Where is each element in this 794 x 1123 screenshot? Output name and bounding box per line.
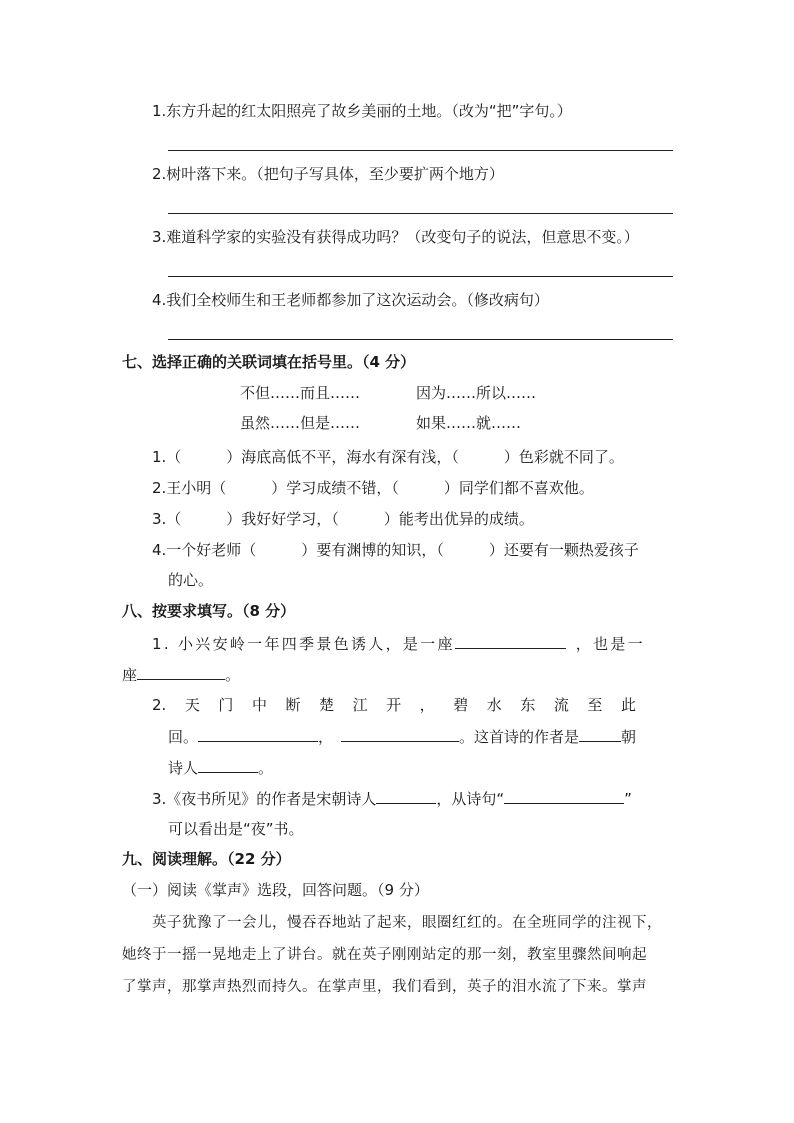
answer-line-6-4[interactable] [168,339,673,340]
answer-line-6-1[interactable] [168,150,673,151]
poem-char: ， [419,696,435,714]
question-8-2-text: 回。 [168,728,199,746]
fill-blank[interactable] [198,726,318,742]
question-6-1: 1.东方升起的红太阳照亮了故乡美丽的土地。（改为“把”字句。） [152,102,572,120]
question-8-1-text: 座 [122,666,138,684]
poem-char: 至 [587,696,603,714]
answer-line-6-3[interactable] [168,276,673,277]
question-8-3-text: 3.《夜书所见》的作者是宋朝诗人 [152,790,377,808]
question-8-3-text: ，从诗句“ [436,790,505,808]
fill-blank[interactable] [198,757,258,773]
question-7-1[interactable]: 1.（ ）海底高低不平，海水有深有浅，（ ）色彩就不同了。 [152,448,624,466]
conjunction-option: 因为……所以…… [416,384,537,402]
passage-line: 她终于一摇一晃地走上了讲台。就在英子刚刚站定的那一刻，教室里骤然间响起 [122,947,647,963]
fill-blank[interactable] [137,664,225,680]
question-8-2-text: ， [318,728,334,746]
section-8-title: 八、按要求填写。（8 分） [122,602,296,620]
fill-blank[interactable] [579,726,621,742]
poem-char: 东 [520,696,536,714]
section-9-title: 九、阅读理解。（22 分） [122,850,291,868]
question-8-1-text: 1. 小兴安岭一年四季景色诱人，是一座 [152,635,455,653]
question-8-1-text: 。 [225,666,241,684]
conjunction-option: 不但……而且…… [240,384,361,402]
question-8-1 [152,633,645,654]
fill-blank[interactable] [455,633,566,649]
question-8-3-continued: 可以看出是“夜”书。 [168,820,304,838]
conjunction-option: 如果……就…… [416,414,522,432]
question-8-1-continued [122,664,240,685]
question-8-2-line3 [168,757,273,778]
poem-char: 门 [218,696,234,714]
fill-blank[interactable] [341,726,459,742]
question-8-2-text: 。这首诗的作者是 [459,728,580,746]
passage-line: 了掌声，那掌声热烈而持久。在掌声里，我们看到，英子的泪水流了下来。掌声 [122,979,647,995]
poem-char: 断 [285,696,301,714]
poem-char: 碧 [453,696,469,714]
poem-char: 2. [152,696,167,714]
question-6-3: 3.难道科学家的实验没有获得成功吗？（改变句子的说法，但意思不变。） [152,228,639,246]
poem-char: 流 [553,696,569,714]
conjunction-option: 虽然……但是…… [240,414,361,432]
question-8-2-line1 [152,695,636,715]
question-8-2-text: 朝 [621,728,637,746]
poem-char: 楚 [319,696,335,714]
question-8-3 [152,788,632,809]
fill-blank[interactable] [376,788,436,804]
poem-char: 江 [352,696,368,714]
question-6-2: 2.树叶落下来。（把句子写具体，至少要扩两个地方） [152,165,504,183]
question-7-4-continued: 的心。 [168,571,214,589]
poem-char: 此 [620,696,636,714]
section-7-title: 七、选择正确的关联词填在括号里。（4 分） [122,353,416,371]
poem-char: 中 [251,696,267,714]
fill-blank[interactable] [504,788,624,804]
question-8-2-line2 [168,726,636,747]
question-7-3[interactable]: 3.（ ）我好好学习，（ ）能考出优异的成绩。 [152,510,534,528]
question-7-2[interactable]: 2.王小明（ ）学习成绩不错，（ ）同学们都不喜欢他。 [152,479,594,497]
question-8-1-text: ，也是一 [575,635,645,653]
question-7-4[interactable]: 4.一个好老师（ ）要有渊博的知识，（ ）还要有一颗热爱孩子 [152,541,639,559]
passage-line: 英子犹豫了一会儿，慢吞吞地站了起来，眼圈红红的。在全班同学的注视下， [152,915,662,931]
answer-line-6-2[interactable] [168,213,673,214]
reading-subtitle: （一）阅读《掌声》选段，回答问题。（9 分） [122,881,429,899]
poem-char: 开 [386,696,402,714]
question-8-2-text: 诗人 [168,759,199,777]
question-8-2-text: 。 [258,759,274,777]
poem-char: 水 [486,696,502,714]
question-6-4: 4.我们全校师生和王老师都参加了这次运动会。（修改病句） [152,291,549,309]
question-8-3-text: ” [624,790,632,808]
poem-char: 天 [184,696,200,714]
